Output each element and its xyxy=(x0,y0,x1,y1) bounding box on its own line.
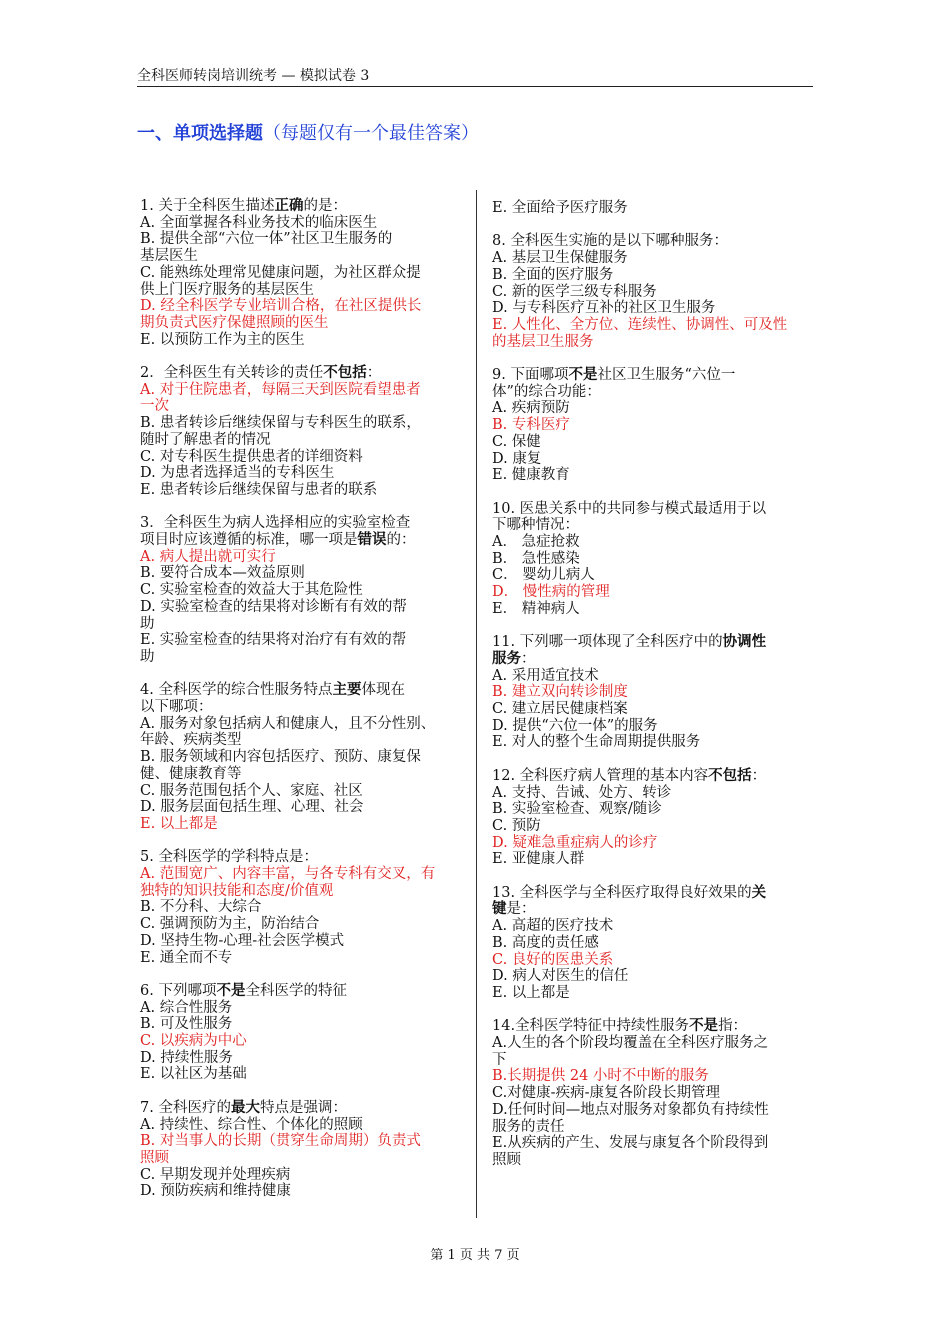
option-b-answer[interactable]: B. 对当事人的长期（贯穿生命周期）负责式 xyxy=(140,1133,421,1150)
question-stem: 5. 全科医学的学科特点是： xyxy=(140,849,318,866)
option-a[interactable]: A.人生的各个阶段均覆盖在全科医疗服务之 xyxy=(492,1035,769,1052)
section-title xyxy=(137,122,479,146)
option-e[interactable]: E. 通全而不专 xyxy=(140,949,233,966)
option-a-cont: 下 xyxy=(492,1051,507,1068)
option-e-answer[interactable]: E. 人性化、全方位、连续性、协调性、可及性 xyxy=(492,316,788,333)
question-8 xyxy=(492,233,812,350)
option-b-cont: 健、健康教育等 xyxy=(140,765,242,782)
option-a-cont: 年龄、疾病类型 xyxy=(140,732,242,749)
option-d[interactable]: D. 实验室检查的结果将对诊断有有效的帮 xyxy=(140,598,407,615)
option-d-answer[interactable]: D． 慢性病的管理 xyxy=(492,584,610,601)
option-b[interactable]: B. 实验室检查、观察/随诊 xyxy=(492,801,662,818)
option-e-cont: 助 xyxy=(140,648,155,665)
question-2 xyxy=(140,365,470,499)
question-stem-cont: 服务： xyxy=(492,649,536,667)
option-b[interactable]: B． 急性感染 xyxy=(492,550,580,567)
option-c[interactable]: C. 新的医学三级专科服务 xyxy=(492,283,657,300)
option-a[interactable]: A. 服务对象包括病人和健康人，且不分性别、 xyxy=(140,715,436,732)
option-e-answer-cont: 的基层卫生服务 xyxy=(492,333,594,350)
header-divider xyxy=(137,86,813,87)
question-12 xyxy=(492,768,812,868)
option-a-answer[interactable]: A. 病人提出就可实行 xyxy=(140,548,276,565)
option-a[interactable]: A． 急症抢救 xyxy=(492,534,580,551)
option-e[interactable]: E. 以社区为基础 xyxy=(140,1066,247,1083)
option-a[interactable]: A. 基层卫生保健服务 xyxy=(492,250,628,267)
page-number: 第 1 页 共 7 页 xyxy=(430,1248,520,1263)
option-d-answer-cont: 期负责式医疗保健照顾的医生 xyxy=(140,314,329,331)
option-c[interactable]: C. 预防 xyxy=(492,817,541,834)
option-b-answer[interactable]: B. 建立双向转诊制度 xyxy=(492,684,628,701)
option-c[interactable]: C． 婴幼儿病人 xyxy=(492,567,595,584)
option-a[interactable]: A. 支持、告诫、处方、转诊 xyxy=(492,784,672,801)
left-column xyxy=(140,198,470,1217)
question-9 xyxy=(492,367,812,484)
option-e[interactable]: E. 亚健康人群 xyxy=(492,851,585,868)
page-header-title: 全科医师转岗培训统考 — 模拟试卷 3 xyxy=(137,68,370,84)
question-4 xyxy=(140,682,470,832)
option-e[interactable]: E. 以上都是 xyxy=(492,984,570,1001)
option-e[interactable]: E. 全面给予医疗服务 xyxy=(492,200,628,216)
question-7 xyxy=(140,1100,470,1200)
option-d-answer[interactable]: D. 疑难急重症病人的诊疗 xyxy=(492,834,658,851)
question-stem: 4. 全科医学的综合性服务特点主要体现在 xyxy=(140,681,405,699)
option-c[interactable]: C.对健康-疾病-康复各阶段长期管理 xyxy=(492,1085,720,1102)
option-b[interactable]: B. 要符合成本—效益原则 xyxy=(140,565,305,582)
question-13 xyxy=(492,885,812,1002)
option-e[interactable]: E. 对人的整个生命周期提供服务 xyxy=(492,734,701,751)
option-e[interactable]: E. 实验室检查的结果将对治疗有有效的帮 xyxy=(140,632,407,649)
option-e[interactable]: E. 患者转诊后继续保留与患者的联系 xyxy=(140,481,378,498)
option-c[interactable]: C. 能熟练处理常见健康问题，为社区群众提 xyxy=(140,264,421,281)
column-divider xyxy=(476,190,477,1218)
question-stem: 6. 下列哪项不是全科医学的特征 xyxy=(140,981,347,999)
question-stem: 13. 全科医学与全科医疗取得良好效果的关 xyxy=(492,883,767,901)
option-a-answer[interactable]: A. 范围宽广、内容丰富，与各专科有交叉，有 xyxy=(140,866,436,883)
question-stem-cont: 体”的综合功能： xyxy=(492,383,601,400)
option-d[interactable]: D. 康复 xyxy=(492,450,542,467)
option-c-answer[interactable]: C. 良好的医患关系 xyxy=(492,951,614,968)
question-stem: 1. 关于全科医生描述正确的是： xyxy=(140,197,347,214)
option-d[interactable]: D. 病人对医生的信任 xyxy=(492,968,629,985)
option-c[interactable]: C. 保健 xyxy=(492,433,541,450)
question-stem: 14.全科医学特征中持续性服务不是指： xyxy=(492,1017,748,1035)
question-stem: 7. 全科医疗的最大特点是强调： xyxy=(140,1098,347,1116)
option-b-cont: 基层医生 xyxy=(140,248,198,265)
question-stem-cont: 以下哪项： xyxy=(140,699,213,716)
question-stem-cont: 下哪种情况： xyxy=(492,517,579,534)
question-6 xyxy=(140,983,470,1083)
option-d-cont: 服务的责任 xyxy=(492,1118,565,1135)
right-column xyxy=(492,200,812,1185)
option-d[interactable]: D. 持续性服务 xyxy=(140,1049,233,1066)
option-b[interactable]: B. 患者转诊后继续保留与专科医生的联系， xyxy=(140,415,421,432)
question-14 xyxy=(492,1018,812,1168)
option-e[interactable]: E． 精神病人 xyxy=(492,600,580,617)
option-e[interactable]: E. 以预防工作为主的医生 xyxy=(140,331,305,348)
option-a-answer-cont: 一次 xyxy=(140,398,169,415)
question-5 xyxy=(140,849,470,966)
option-a[interactable]: A. 采用适宜技术 xyxy=(492,667,599,684)
option-b[interactable]: B. 可及性服务 xyxy=(140,1016,233,1033)
option-a[interactable]: A. 全面掌握各科业务技术的临床医生 xyxy=(140,214,378,231)
option-a[interactable]: A. 疾病预防 xyxy=(492,400,570,417)
option-b[interactable]: B. 全面的医疗服务 xyxy=(492,266,614,283)
question-stem: 12. 全科医疗病人管理的基本内容不包括： xyxy=(492,766,767,784)
option-d[interactable]: D. 预防疾病和维持健康 xyxy=(140,1183,291,1200)
option-b[interactable]: B. 提供全部“六位一体”社区卫生服务的 xyxy=(140,231,393,248)
question-stem: 10. 医患关系中的共同参与模式最适用于以 xyxy=(492,500,767,517)
question-3 xyxy=(140,515,470,665)
option-a-answer-cont: 独特的知识技能和态度/价值观 xyxy=(140,882,334,899)
question-stem: 9. 下面哪项不是社区卫生服务“六位一 xyxy=(492,366,736,383)
option-d[interactable]: D. 为患者选择适当的专科医生 xyxy=(140,465,335,482)
question-11 xyxy=(492,634,812,751)
option-e[interactable]: E. 健康教育 xyxy=(492,467,570,484)
option-d[interactable]: D. 坚持生物-心理-社会医学模式 xyxy=(140,932,345,949)
option-d[interactable]: D. 服务层面包括生理、心理、社会 xyxy=(140,799,364,816)
option-a[interactable]: A. 持续性、综合性、个体化的照顾 xyxy=(140,1116,363,1133)
option-d-cont: 助 xyxy=(140,615,155,632)
option-c[interactable]: C. 建立居民健康档案 xyxy=(492,701,628,718)
option-b-answer[interactable]: B. 专科医疗 xyxy=(492,417,570,434)
option-b-cont: 随时了解患者的情况 xyxy=(140,431,271,448)
option-b-answer[interactable]: B.长期提供 24 小时不中断的服务 xyxy=(492,1068,709,1085)
option-e-answer[interactable]: E. 以上都是 xyxy=(140,815,218,832)
option-a[interactable]: A. 综合性服务 xyxy=(140,999,233,1016)
section-title-main: 一、单项选择题 xyxy=(137,123,263,144)
option-d[interactable]: D.任何时间—地点对服务对象都负有持续性 xyxy=(492,1101,769,1118)
section-title-note: （每题仅有一个最佳答案） xyxy=(263,123,479,144)
question-stem-cont: 键是： xyxy=(492,900,536,918)
question-1 xyxy=(140,198,470,348)
option-d[interactable]: D. 提供“六位一体”的服务 xyxy=(492,717,658,734)
question-7-continued xyxy=(492,200,812,217)
option-b-answer-cont: 照顾 xyxy=(140,1149,169,1166)
question-10 xyxy=(492,501,812,618)
option-c[interactable]: C. 对专科医生提供患者的详细资料 xyxy=(140,448,363,465)
option-c[interactable]: C. 强调预防为主，防治结合 xyxy=(140,916,320,933)
option-c-cont: 供上门医疗服务的基层医生 xyxy=(140,281,314,298)
question-stem: 8. 全科医生实施的是以下哪种服务： xyxy=(492,233,728,250)
question-stem: 2．全科医生有关转诊的责任不包括： xyxy=(140,364,382,382)
option-e-cont: 照顾 xyxy=(492,1151,521,1168)
question-stem: 3．全科医生为病人选择相应的实验室检查 xyxy=(140,515,411,532)
option-c[interactable]: C. 服务范围包括个人、家庭、社区 xyxy=(140,782,363,799)
option-c-answer[interactable]: C. 以疾病为中心 xyxy=(140,1033,247,1050)
question-stem-cont: 项目时应该遵循的标准，哪一项是错误的： xyxy=(140,531,416,549)
option-c[interactable]: C. 早期发现并处理疾病 xyxy=(140,1166,291,1183)
option-b[interactable]: B. 高度的责任感 xyxy=(492,934,599,951)
option-c[interactable]: C. 实验室检查的效益大于其危险性 xyxy=(140,582,363,599)
question-stem: 11. 下列哪一项体现了全科医疗中的协调性 xyxy=(492,633,767,651)
option-b[interactable]: B. 不分科、大综合 xyxy=(140,899,262,916)
option-e[interactable]: E.从疾病的产生、发展与康复各个阶段得到 xyxy=(492,1135,769,1152)
option-a-answer[interactable]: A. 对于住院患者，每隔三天到医院看望患者 xyxy=(140,381,421,398)
option-a[interactable]: A. 高超的医疗技术 xyxy=(492,918,614,935)
option-d-answer[interactable]: D. 经全科医学专业培训合格，在社区提供长 xyxy=(140,298,422,315)
option-b[interactable]: B. 服务领域和内容包括医疗、预防、康复保 xyxy=(140,749,421,766)
option-d[interactable]: D. 与专科医疗互补的社区卫生服务 xyxy=(492,300,716,317)
